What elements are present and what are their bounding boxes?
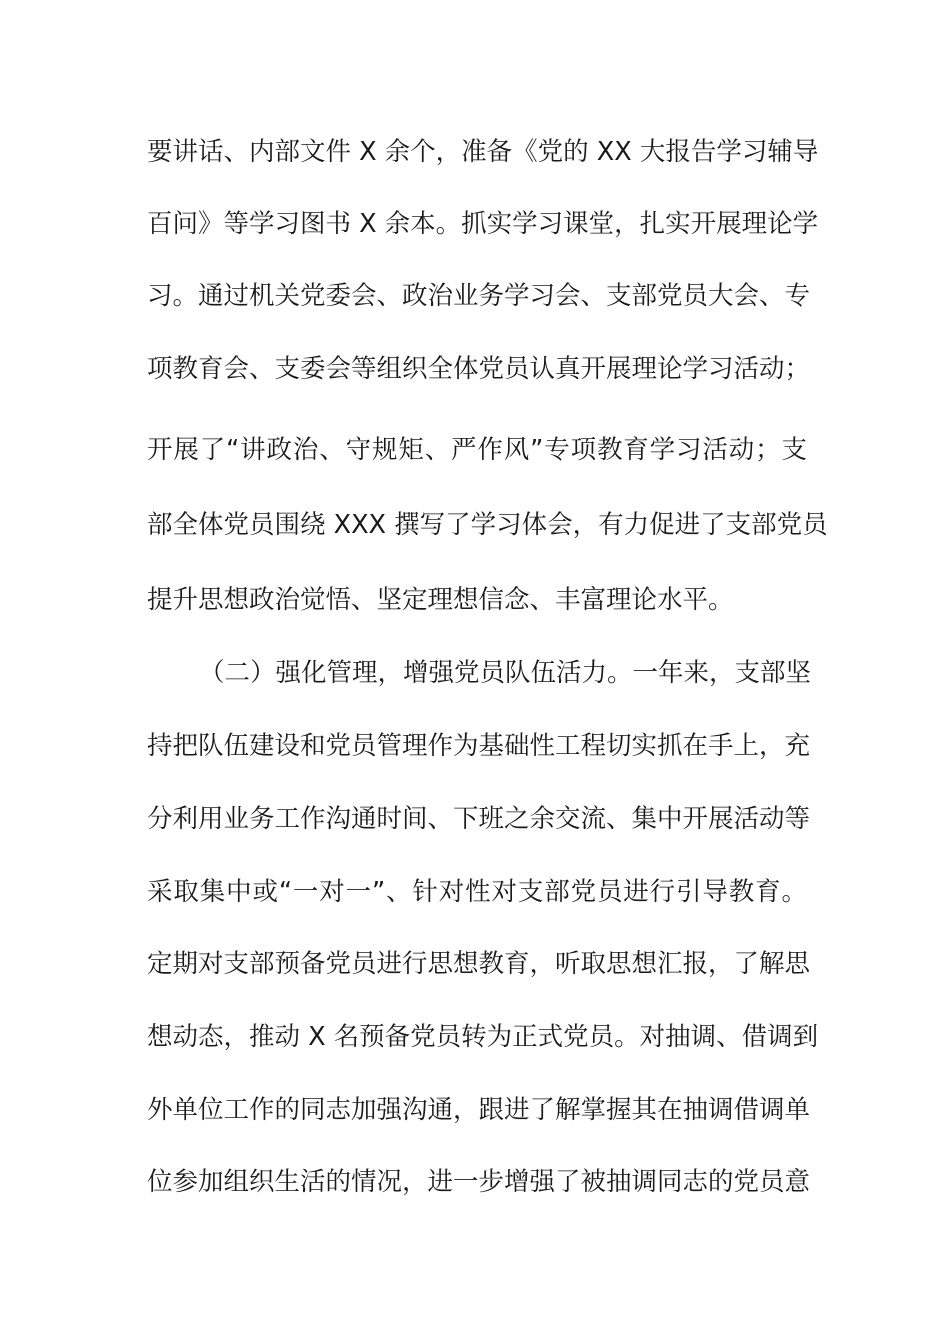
- text-line: 定期对支部预备党员进行思想教育，听取思想汇报，了解思: [147, 949, 811, 979]
- text-line: 想动态，推动 X 名预备党员转为正式党员。对抽调、借调到: [147, 1022, 819, 1052]
- text-line: 提升思想政治觉悟、坚定理想信念、丰富理论水平。: [147, 585, 734, 615]
- paragraph-heading-line: （二）强化管理，增强党员队伍活力。一年来，支部坚: [199, 658, 812, 688]
- text-line: 百问》等学习图书 X 余本。抓实学习课堂，扎实开展理论学: [147, 209, 819, 239]
- text-line: 持把队伍建设和党员管理作为基础性工程切实抓在手上，充: [147, 731, 811, 761]
- text-line: 分利用业务工作沟通时间、下班之余交流、集中开展活动等: [147, 804, 811, 834]
- text-line: 部全体党员围绕 XXX 撰写了学习体会，有力促进了支部党员: [147, 510, 828, 540]
- text-line: 开展了“讲政治、守规矩、严作风”专项教育学习活动；支: [147, 435, 807, 465]
- text-line: 采取集中或“一对一”、针对性对支部党员进行引导教育。: [147, 877, 807, 907]
- text-line: 要讲话、内部文件 X 余个，准备《党的 XX 大报告学习辅导: [147, 137, 819, 167]
- text-line: 外单位工作的同志加强沟通，跟进了解掌握其在抽调借调单: [147, 1095, 811, 1125]
- text-line: 习。通过机关党委会、政治业务学习会、支部党员大会、专: [147, 281, 811, 311]
- text-line: 位参加组织生活的情况，进一步增强了被抽调同志的党员意: [147, 1167, 811, 1197]
- text-line: 项教育会、支委会等组织全体党员认真开展理论学习活动；: [147, 354, 811, 384]
